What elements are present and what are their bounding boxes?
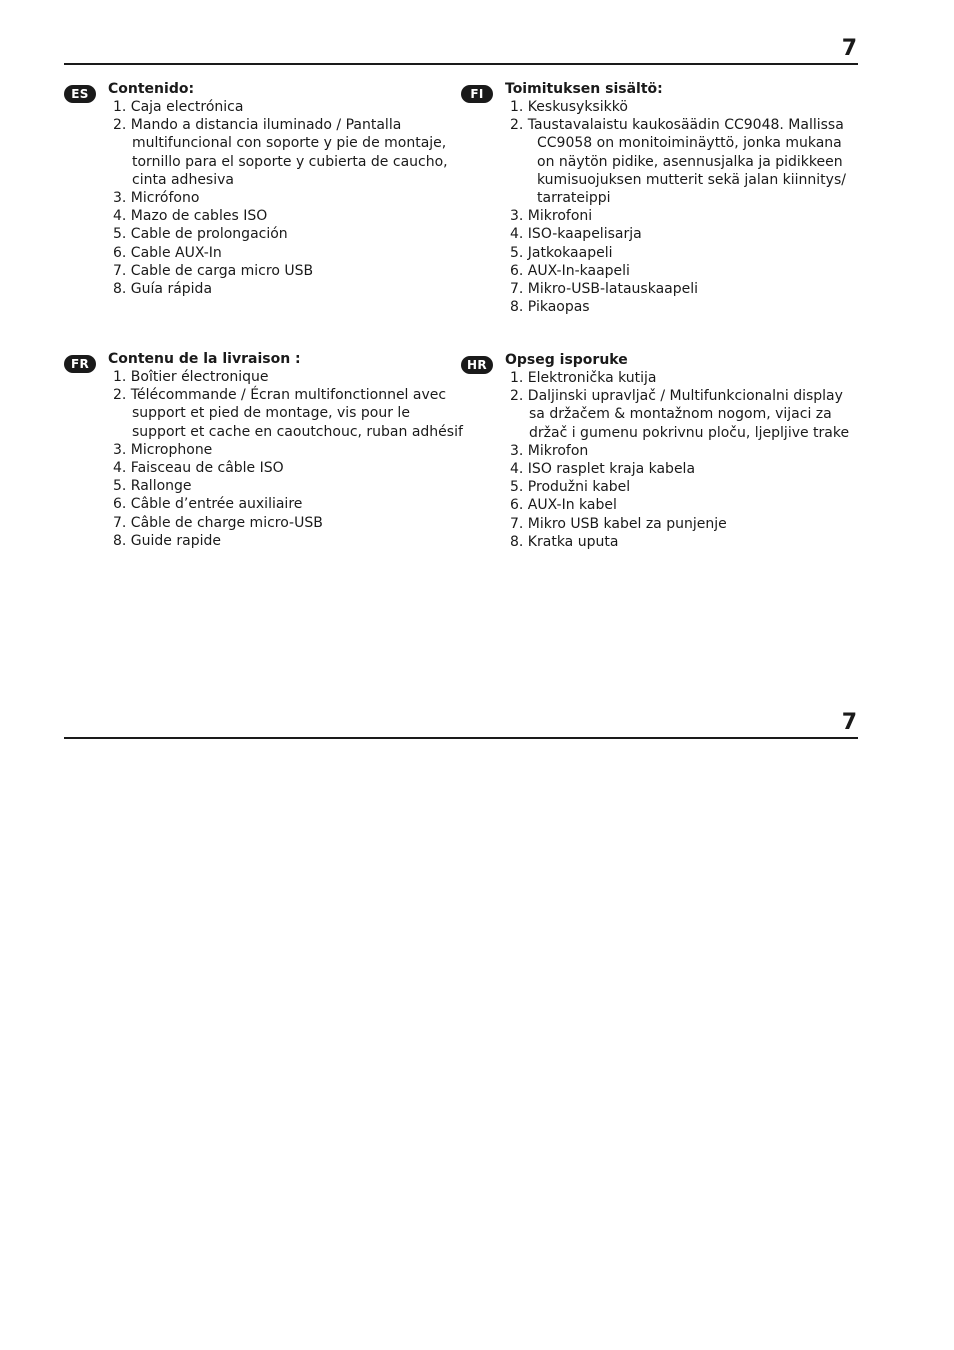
- section-title: Contenido:: [108, 81, 195, 97]
- list-item: 1. Elektronička kutija: [510, 370, 657, 386]
- list-item: 5. Jatkokaapeli: [510, 244, 613, 261]
- section-title: Opseg isporuke: [505, 352, 628, 368]
- list-item: 2. Daljinski upravljač / Multifunkcionalni display: [510, 388, 843, 405]
- list-item: 5. Cable de prolongación: [113, 226, 288, 243]
- list-item: 5. Produžni kabel: [510, 479, 631, 496]
- list-item: 3. Mikrofon: [510, 442, 589, 459]
- list-item-continuation: tarrateippi: [537, 190, 611, 207]
- list-item: 7. Câble de charge micro-USB: [113, 514, 323, 531]
- section-es: [108, 80, 448, 298]
- list-item: 4. ISO rasplet kraja kabela: [510, 461, 696, 478]
- page-number-top: 7: [841, 36, 857, 61]
- list-item-continuation: držač i gumenu pokrivnu ploču, ljepljive trake: [529, 424, 850, 441]
- list-item-continuation: tornillo para el soporte y cubierta de caucho,: [132, 153, 448, 170]
- bottom-rule: [64, 737, 858, 739]
- list-item-continuation: multifuncional con soporte y pie de montaje,: [132, 135, 447, 152]
- list-item-continuation: sa držačem & montažnom nogom, vijaci za: [529, 406, 832, 423]
- list-item-continuation: on näytön pidike, asennusjalka ja pidikkeen: [537, 153, 843, 170]
- list-item: 6. Cable AUX-In: [113, 244, 222, 261]
- list-item: 1. Boîtier électronique: [113, 369, 269, 385]
- list-item: 7. Mikro-USB-latauskaapeli: [510, 281, 699, 298]
- list-item: 4. Mazo de cables ISO: [113, 208, 268, 225]
- list-item: 2. Taustavalaistu kaukosäädin CC9048. Mallissa: [510, 117, 844, 134]
- list-item: 3. Micrófono: [113, 190, 200, 207]
- language-badge-fr: FR: [64, 355, 96, 373]
- list-item: 3. Microphone: [113, 441, 213, 458]
- list-item-continuation: kumisuojuksen mutterit sekä jalan kiinnitys/: [537, 171, 846, 188]
- section-title: Toimituksen sisältö:: [505, 81, 663, 97]
- list-item: 4. ISO-kaapelisarja: [510, 226, 642, 243]
- list-item-continuation: CC9058 on monitoiminäyttö, jonka mukana: [537, 135, 842, 152]
- section-hr: [505, 351, 849, 551]
- list-item: 2. Télécommande / Écran multifonctionnel avec: [113, 387, 447, 404]
- list-item: 7. Mikro USB kabel za punjenje: [510, 515, 727, 532]
- list-item-continuation: support et pied de montage, vis pour le: [132, 405, 410, 422]
- list-item: 8. Pikaopas: [510, 299, 590, 316]
- list-item: 6. AUX-In-kaapeli: [510, 262, 630, 279]
- section-fi: [505, 80, 846, 316]
- language-badge-es: ES: [64, 85, 96, 103]
- section-fr: [108, 350, 463, 550]
- list-item: 1. Keskusyksikkö: [510, 99, 628, 115]
- section-title: Contenu de la livraison :: [108, 351, 301, 367]
- list-item-continuation: support et cache en caoutchouc, ruban adhésif: [132, 423, 463, 440]
- list-item: 5. Rallonge: [113, 478, 192, 495]
- list-item: 6. Câble d’entrée auxiliaire: [113, 496, 303, 513]
- list-item: 3. Mikrofoni: [510, 208, 593, 225]
- language-badge-hr: HR: [461, 356, 493, 374]
- list-item: 8. Guide rapide: [113, 532, 221, 549]
- list-item: 4. Faisceau de câble ISO: [113, 460, 284, 477]
- list-item: 1. Caja electrónica: [113, 99, 244, 115]
- language-badge-fi: FI: [461, 85, 493, 103]
- list-item: 6. AUX-In kabel: [510, 497, 617, 514]
- list-item: 7. Cable de carga micro USB: [113, 262, 314, 279]
- list-item-continuation: cinta adhesiva: [132, 171, 234, 188]
- list-item: 8. Guía rápida: [113, 281, 213, 298]
- list-item: 2. Mando a distancia iluminado / Pantalla: [113, 117, 402, 134]
- page-number-bottom: 7: [841, 710, 857, 735]
- top-rule: [64, 63, 858, 65]
- list-item: 8. Kratka uputa: [510, 533, 619, 550]
